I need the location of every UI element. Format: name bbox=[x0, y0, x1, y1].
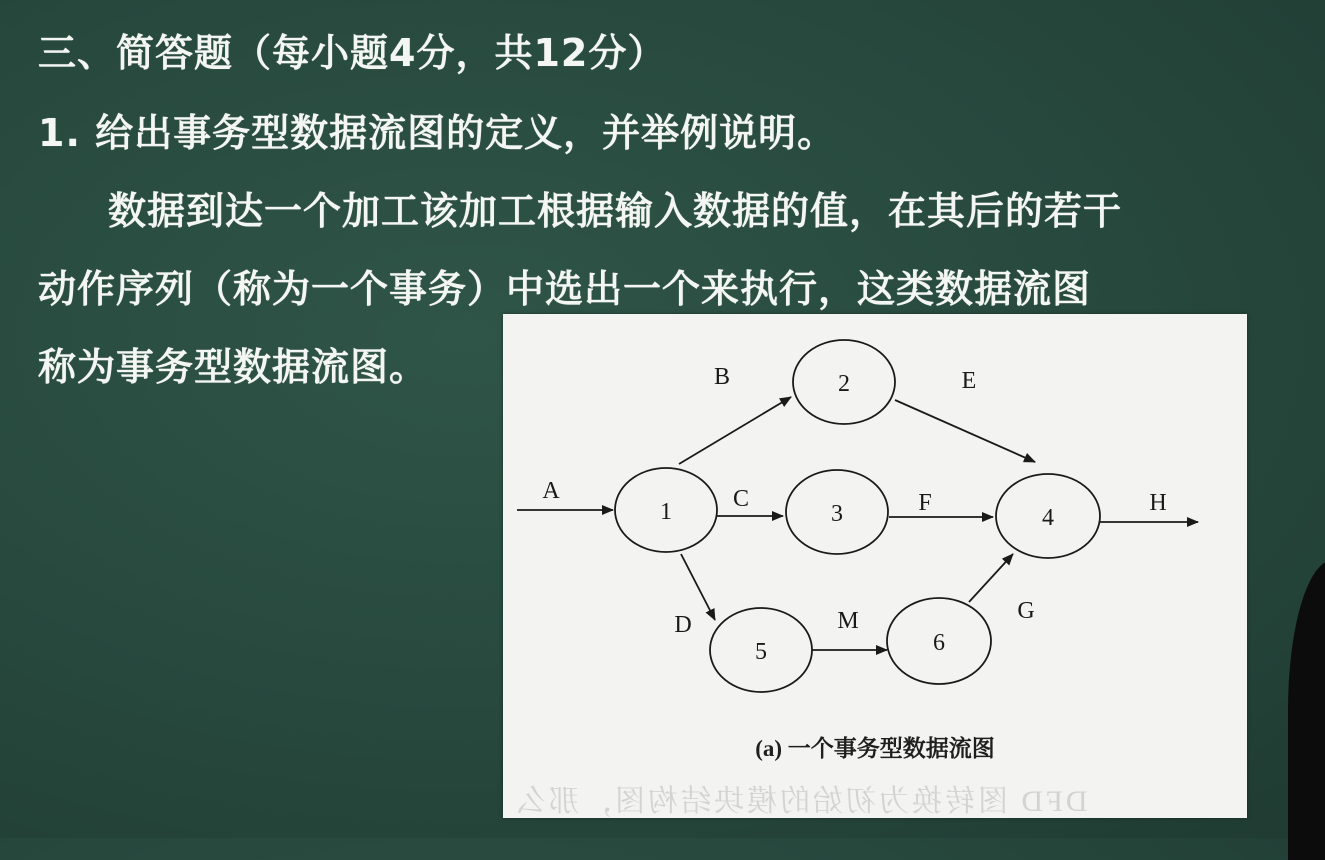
flow-label-h: H bbox=[1149, 490, 1167, 516]
flow-label-b: B bbox=[713, 364, 731, 390]
dfd-diagram bbox=[503, 314, 1247, 734]
flow-arrow-d bbox=[681, 554, 715, 620]
flow-label-c: C bbox=[732, 486, 750, 512]
flow-label-a: A bbox=[542, 478, 560, 504]
flow-label-f: F bbox=[918, 490, 932, 516]
node-label-4: 4 bbox=[1042, 505, 1054, 531]
flow-label-g: G bbox=[1017, 598, 1035, 624]
question-text: 1. 给出事务型数据流图的定义，并举例说明。 bbox=[38, 111, 837, 155]
flow-arrow-g bbox=[969, 554, 1013, 602]
node-label-3: 3 bbox=[831, 501, 843, 527]
flow-arrow-b bbox=[679, 397, 791, 464]
node-label-1: 1 bbox=[660, 499, 672, 525]
flow-label-e: E bbox=[961, 368, 977, 394]
node-label-6: 6 bbox=[933, 630, 945, 656]
flow-label-d: D bbox=[674, 612, 692, 638]
flow-label-m: M bbox=[837, 608, 859, 634]
bleed-through-text: DFD 图转换为初始的模块结构图，那么 bbox=[513, 785, 1088, 818]
section-title: 三、简答题（每小题4分，共12分） bbox=[38, 31, 667, 75]
flow-arrow-e bbox=[895, 400, 1035, 462]
answer-line-3: 称为事务型数据流图。 bbox=[38, 345, 429, 389]
node-label-2: 2 bbox=[838, 371, 850, 397]
presenter-silhouette bbox=[1288, 560, 1325, 860]
node-label-5: 5 bbox=[755, 639, 767, 665]
answer-line-1: 数据到达一个加工该加工根据输入数据的值，在其后的若干 bbox=[108, 189, 1123, 233]
figure-caption: (a) 一个事务型数据流图 bbox=[755, 736, 995, 761]
answer-line-2: 动作序列（称为一个事务）中选出一个来执行，这类数据流图 bbox=[38, 267, 1092, 311]
dfd-figure bbox=[503, 314, 1247, 818]
